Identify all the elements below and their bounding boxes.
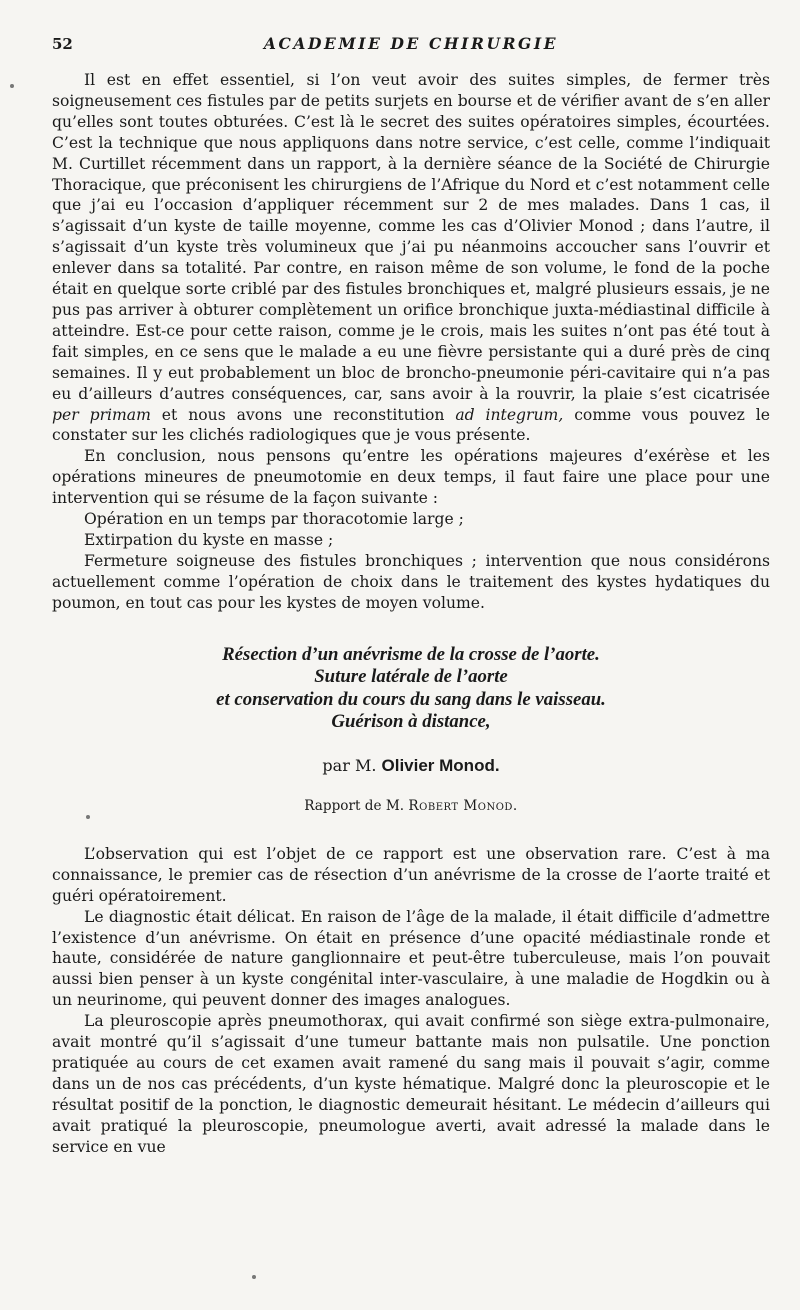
running-header	[52, 34, 770, 60]
scan-speck	[252, 1275, 256, 1279]
byline-prefix: par M.	[322, 755, 377, 775]
article-paragraph-2: Le diagnostic était délicat. En raison de l’âge de la malade, il était difficile d’admettre l’existence d’un anévrisme. On était en présence d’une opacité médiastinale ronde et haute, considérée de nature ganglionnaire et peut-être tuberculeuse, mais l’on pouvait aussi bien penser à un kyste congénital inter-vasculaire, à une maladie de Hogdkin ou à un neurinome, qui peuvent donner des images analogues.	[52, 907, 770, 1010]
intro-italic-per-primam: per primam	[52, 405, 151, 424]
article-paragraph-3: La pleuroscopie après pneumothorax, qui avait confirmé son siège extra-pulmonaire, avait montré qu’il s’agissait d’une tumeur battante mais non pulsatile. Une ponction pratiquée au cours de cet examen avait ramené du sang mais il pouvait s’agir, comme dans un de nos cas précédents, d’un kyste hématique. Malgré donc la pleuroscopie et le résultat positif de la ponction, le diagnostic demeurait hésitant. Le médecin d’ailleurs qui avait pratiqué la pleuroscopie, pneumologue averti, avait adressé la malade dans le service en vue	[52, 1012, 770, 1156]
document-page	[52, 34, 770, 1294]
intro-paragraph-1-end: comme vous pouvez le constater sur les clichés radiologiques que je vous présente.	[52, 405, 770, 445]
report-author: Robert Monod.	[408, 797, 518, 814]
intro-paragraph-1-text: Il est en effet essentiel, si l’on veut avoir des suites simples, de fermer très soigneusement ces fistules par de petits surjets en bourse et de vérifier avant de s’en aller qu’elles sont toutes obturées. C’est là le secret des suites opératoires simples, écourtées. C’est la technique que nous appliquons dans notre service, c’est celle, comme l’indiquait M. Curtillet récemment dans un rapport, à la dernière séance de la Société de Chirurgie Thoracique, que préconisent les chirurgiens de l’Afrique du Nord et c’est notamment celle que j’ai eu l’occasion d’appliquer récemment sur 2 de mes malades. Dans 1 cas, il s’agissait d’un kyste de taille moyenne, comme les cas d’Olivier Monod ; dans l’autre, il s’agissait d’un kyste très volumineux que j’ai pu néanmoins accoucher sans l’ouvrir et enlever dans sa totalité. Par contre, en raison même de son volume, le fond de la poche était en quelque sorte criblé par des fistules bronchiques et, malgré plusieurs essais, je ne pus pas arriver à obturer complètement un orifice bronchique juxta-médiastinal difficile à atteindre. Est-ce pour cette raison, comme je le crois, mais les suites n’ont pas été tout à fait simples, en ce sens que le malade a eu une fièvre persistante qui a duré près de cinq semaines. Il y eut probablement un bloc de broncho-pneumonie péri-cavitaire qui n’a pas eu d’ailleurs d’autres conséquences, car, sans avoir à la rouvrir, la plaie s’est cicatrisée	[52, 71, 770, 403]
article-title-line-3: et conservation du cours du sang dans le vaisseau.	[216, 688, 606, 710]
article-title-line-4: Guérison à distance,	[331, 711, 491, 733]
conclusion-item-2: Extirpation du kyste en masse ;	[84, 530, 334, 549]
report-line	[52, 798, 770, 814]
report-prefix: Rapport de M.	[304, 797, 405, 814]
running-title: ACADEMIE DE CHIRURGIE	[263, 34, 559, 53]
article-title-line-1: Résection d’un anévrisme de la crosse de l’aorte.	[222, 643, 600, 665]
intro-paragraph-2: En conclusion, nous pensons qu’entre les opérations majeures d’exérèse et les opérations mineures de pneumotomie en deux temps, il faut faire une place pour une intervention qui se résume de la façon suivante :	[52, 447, 770, 508]
byline-author: Olivier Monod.	[381, 755, 500, 775]
article-title-line-2: Suture latérale de l’aorte	[314, 666, 508, 688]
intro-paragraph-1-mid: et nous avons une reconstitution	[150, 405, 456, 424]
conclusion-item-1: Opération en un temps par thoracotomie large ;	[84, 510, 464, 529]
article-paragraph-1: L’observation qui est l’objet de ce rapport est une observation rare. C’est à ma connaissance, le premier cas de résection d’un anévrisme de la crosse de l’aorte traité et guéri opératoirement.	[52, 844, 770, 905]
conclusion-item-3: Fermeture soigneuse des fistules bronchiques ; intervention que nous considérons actuellement comme l’opération de choix dans le traitement des kystes hydatiques du poumon, en tout cas pour les kystes de moyen volume.	[52, 551, 770, 612]
intro-italic-ad-integrum: ad integrum,	[455, 405, 564, 424]
page-number: 52	[52, 35, 73, 53]
intro-paragraph-1	[52, 70, 770, 446]
article-body	[52, 844, 770, 1158]
article-byline	[52, 756, 770, 776]
article-title	[52, 644, 770, 734]
scan-speck	[86, 815, 90, 819]
scan-speck	[10, 84, 14, 88]
